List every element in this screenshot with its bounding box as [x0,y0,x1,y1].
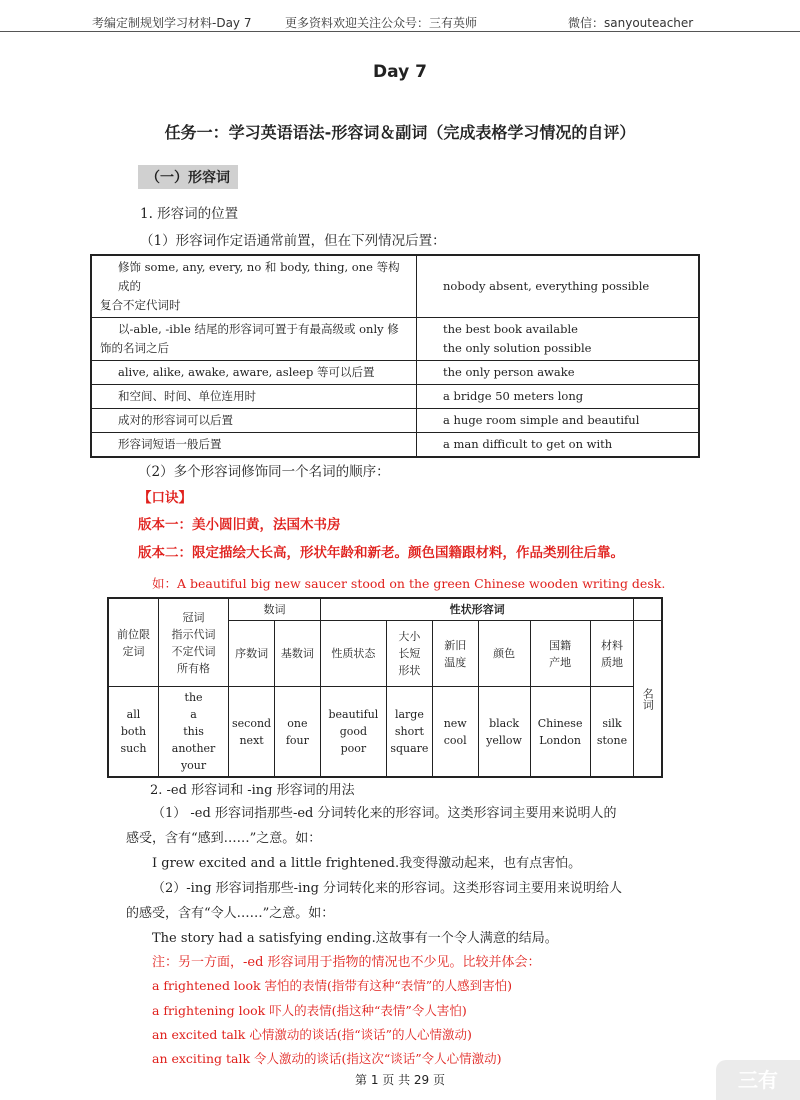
rule-text: 成对的形容词可以后置 [118,413,233,427]
h-noun [634,621,662,778]
note-line-1: a frightened look 害怕的表情(指带有这种“表情”的人感到害怕) [152,978,513,993]
h-age-line: 温度 [444,655,467,669]
h-quality: 性质状态 [320,621,386,687]
note-line-2: a frightening look 吓人的表情(指这种“表情”令人害怕) [152,1003,467,1018]
d-color-line: black [489,716,520,730]
mnemonic-title: 【口诀】 [138,490,192,506]
d-article-line: this [183,725,204,738]
h-size [386,621,432,687]
h-article [158,598,228,687]
postposition-row [91,433,699,458]
example-cell [417,255,700,318]
h-descriptive: 性状形容词 [320,598,634,621]
d-quality-line: poor [340,742,367,755]
d-quality-line: good [339,725,368,738]
rule-cell [91,361,417,385]
h-origin [530,621,590,687]
h-age [432,621,478,687]
point-1-2: （2）多个形容词修饰同一个名词的顺序： [138,464,390,480]
d-article-line: the [184,691,203,704]
d-material [590,687,634,778]
h-cardinal: 基数词 [274,621,320,687]
h-determiner-text: 前位限定词 [116,627,150,658]
point-2-1b: 感受，含有“感到……”之意。如： [126,831,322,846]
header-left: 考编定制规划学习材料-Day 7 [92,16,252,30]
example-text: a huge room simple and beautiful [443,413,640,427]
d-ordinal-line: next [239,733,264,747]
point-2-1a: （1） -ed 形容词指那些-ed 分词转化来的形容词。这类形容词主要用来说明人的 [152,806,617,821]
d-article-line: another [171,742,216,755]
point-2-1-example: I grew excited and a little frightened.我变得激动起来，也有点害怕。 [152,856,582,871]
d-origin-line: Chinese [537,716,583,730]
header-middle: 更多资料欢迎关注公众号：三有英师 [285,16,478,30]
watermark-logo: 三有 [716,1060,800,1100]
rule-cell [91,409,417,433]
h-size-line: 大小 [398,630,421,643]
h-article-line: 所有格 [177,661,211,675]
note-line-4: an exciting talk 令人激动的谈话(指这次“谈话”令人心情激动) [152,1051,502,1066]
h-color: 颜色 [478,621,530,687]
postposition-row [91,409,699,433]
rule-text: 饰的名词之后 [100,341,169,355]
d-determiner-line: both [120,725,147,738]
h-article-line: 冠词 [182,610,205,624]
d-age-line: new [443,716,467,730]
mnemonic-version-1: 版本一：美小圆旧黄，法国木书房 [138,517,341,533]
d-ordinal-line: second [232,716,272,730]
header-divider [0,31,800,32]
h-origin-line: 国籍 [549,638,572,652]
point-2-2a: （2）-ing 形容词指那些-ing 分词转化来的形容词。这类形容词主要用来说明给人 [152,881,623,896]
page-header [0,10,800,32]
example-text: the best book available [443,322,578,336]
rule-cell [91,255,417,318]
rule-cell [91,433,417,458]
example-cell [417,361,700,385]
point-1: 1. 形容词的位置 [140,206,239,222]
d-article-line: your [180,759,207,772]
rule-text: 和空间、时间、单位连用时 [118,389,256,403]
d-ordinal [229,687,275,778]
h-numeral: 数词 [229,598,321,621]
postposition-row [91,361,699,385]
page-title: Day 7 [373,62,427,82]
mnemonic-version-2: 版本二：限定描绘大长高，形状年龄和新老。颜色国籍跟材料，作品类别往后靠。 [138,545,624,561]
d-quality-line: beautiful [328,708,379,721]
d-age-line: cool [443,733,467,747]
h-material-line: 质地 [601,655,624,669]
d-age [432,687,478,778]
rule-text: 修饰 some, any, every, no 和 body, thing, one 等构成的 [118,260,400,293]
example-cell [417,433,700,458]
example-text: the only solution possible [443,341,592,355]
point-2: 2. -ed 形容词和 -ing 形容词的用法 [150,783,355,798]
postposition-row [91,255,699,318]
d-material-line: stone [596,733,628,747]
point-2-2b: 的感受，含有“令人……”之意。如： [126,906,335,921]
h-article-line: 不定代词 [171,644,216,658]
d-color-line: yellow [486,733,522,747]
d-quality [320,687,386,778]
h-age-line: 新旧 [444,638,467,652]
d-material-line: silk [602,716,622,730]
d-color [478,687,530,778]
h-material-line: 材料 [601,638,624,652]
h-origin-line: 产地 [549,655,572,669]
d-size-line: large [394,708,424,721]
rule-text: 复合不定代词时 [100,298,181,312]
d-cardinal [274,687,320,778]
h-size-line: 形状 [398,664,421,677]
h-determiner [108,598,158,687]
header-right: 微信：sanyouteacher [568,16,694,30]
note: 注：另一方面，-ed 形容词用于指物的情况也不少见。比较并体会： [152,955,541,970]
d-size [386,687,432,778]
adjective-order-table [107,597,663,778]
section-heading: （一）形容词 [138,165,238,189]
rule-text: 形容词短语一般后置 [118,437,222,451]
h-article-line: 指示代词 [171,627,216,641]
example-cell [417,318,700,361]
h-noun-text: 名词 [641,687,655,710]
example-cell [417,385,700,409]
d-size-line: short [394,725,424,738]
rule-text: alive, alike, awake, aware, asleep 等可以后置 [118,365,375,379]
example-text: the only person awake [443,365,575,379]
d-origin [530,687,590,778]
d-cardinal-line: one [287,716,308,730]
example-text: a bridge 50 meters long [443,389,584,403]
h-ordinal: 序数词 [229,621,275,687]
point-2-2-example: The story had a satisfying ending.这故事有一个令人满意的结局。 [152,931,558,946]
rule-cell [91,318,417,361]
d-article [158,687,228,778]
page-footer: 第 1 页 共 29 页 [355,1073,445,1087]
d-determiner [108,687,158,778]
rule-text: 以-able, -ible 结尾的形容词可置于有最高级或 only 修 [118,322,399,336]
point-1-1: （1）形容词作定语通常前置，但在下列情况后置： [140,233,446,249]
example-sentence: 如：A beautiful big new saucer stood on the green Chinese wooden writing desk. [152,576,666,591]
d-origin-line: London [539,733,581,747]
d-size-line: square [390,742,429,755]
postposition-row [91,385,699,409]
h-blank [634,598,662,621]
d-determiner-line: all [126,708,141,721]
d-determiner-line: such [120,742,147,755]
h-material [590,621,634,687]
h-size-line: 长短 [398,647,421,660]
rule-cell [91,385,417,409]
example-text: nobody absent, everything possible [443,279,650,293]
d-article-line: a [190,708,197,721]
task-title: 任务一：学习英语语法-形容词＆副词（完成表格学习情况的自评） [164,123,636,142]
postposition-row [91,318,699,361]
note-line-3: an excited talk 心情激动的谈话(指“谈话”的人心情激动) [152,1027,472,1042]
example-cell [417,409,700,433]
postposition-table [90,254,700,458]
d-cardinal-line: four [285,733,309,747]
example-text: a man difficult to get on with [443,437,613,451]
